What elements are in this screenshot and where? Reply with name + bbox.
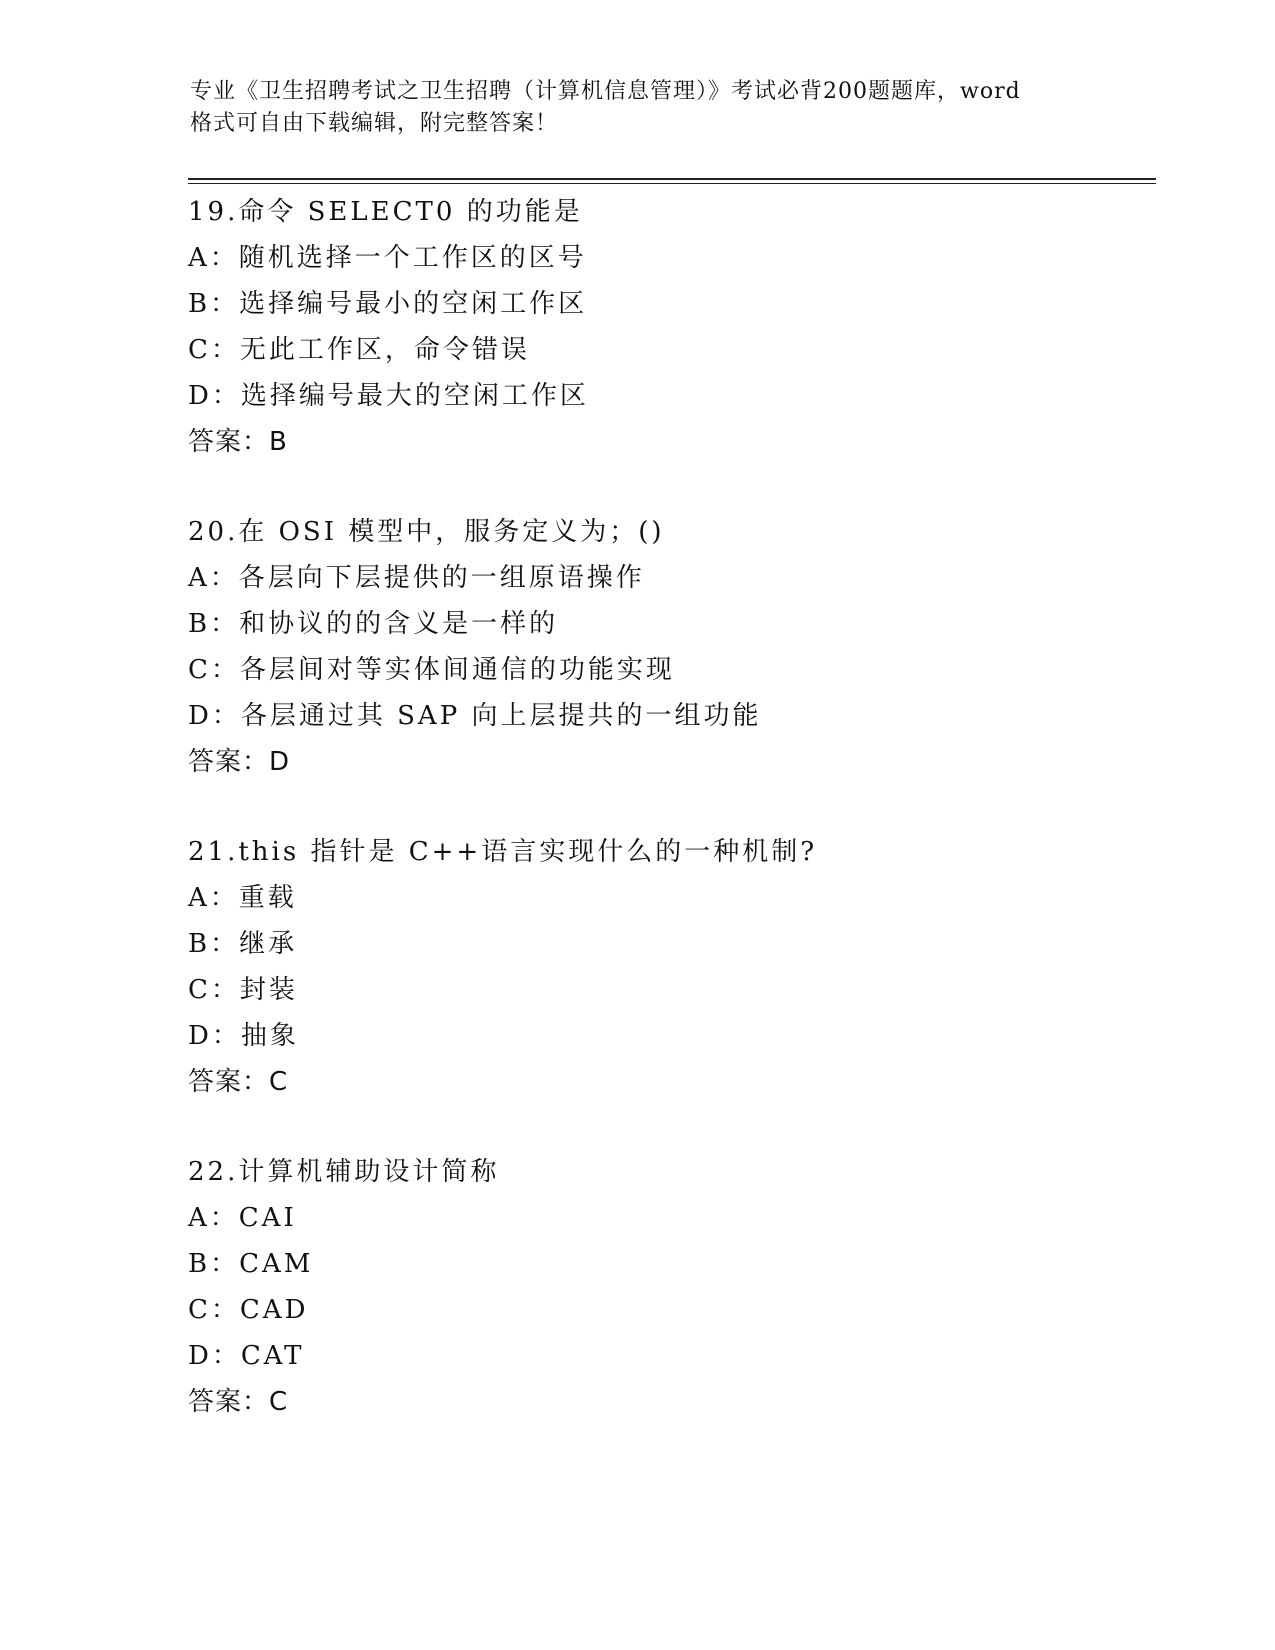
option-b: B：CAM	[188, 1249, 314, 1279]
option-a: A：随机选择一个工作区的区号	[188, 243, 587, 273]
question-stem: 22.计算机辅助设计简称	[188, 1157, 500, 1187]
header-line-2: 格式可自由下载编辑，附完整答案！	[190, 111, 559, 136]
option-a: A：各层向下层提供的一组原语操作	[188, 563, 645, 593]
question-stem: 19.命令 SELECT0 的功能是	[188, 197, 583, 227]
question-20	[188, 509, 1148, 785]
question-21	[188, 829, 1148, 1105]
option-b: B：和协议的的含义是一样的	[188, 609, 559, 639]
option-c: C：CAD	[188, 1295, 309, 1325]
option-d: D：各层通过其 SAP 向上层提共的一组功能	[188, 701, 762, 731]
option-d: D：抽象	[188, 1021, 299, 1051]
option-d: D：CAT	[188, 1341, 305, 1371]
header-divider	[188, 178, 1156, 180]
header-line-1: 专业《卫生招聘考试之卫生招聘（计算机信息管理）》考试必背200题题库，word	[190, 79, 1021, 104]
option-b: B：选择编号最小的空闲工作区	[188, 289, 588, 319]
answer-label: 答案：D	[188, 747, 291, 777]
answer-label: 答案：B	[188, 427, 288, 457]
question-stem: 21.this 指针是 C++语言实现什么的一种机制?	[188, 837, 818, 867]
option-c: C：各层间对等实体间通信的功能实现	[188, 655, 675, 685]
option-a: A：CAI	[188, 1203, 297, 1233]
answer-label: 答案：C	[188, 1387, 289, 1417]
option-a: A：重载	[188, 883, 297, 913]
question-stem: 20.在 OSI 模型中，服务定义为；()	[188, 517, 665, 547]
document-header	[190, 76, 1110, 140]
header-divider-thin	[188, 183, 1156, 184]
option-b: B：继承	[188, 929, 298, 959]
answer-label: 答案：C	[188, 1067, 289, 1097]
option-c: C：无此工作区，命令错误	[188, 335, 530, 365]
question-22	[188, 1149, 1148, 1425]
option-c: C：封装	[188, 975, 298, 1005]
question-19	[188, 189, 1148, 465]
option-d: D：选择编号最大的空闲工作区	[188, 381, 589, 411]
